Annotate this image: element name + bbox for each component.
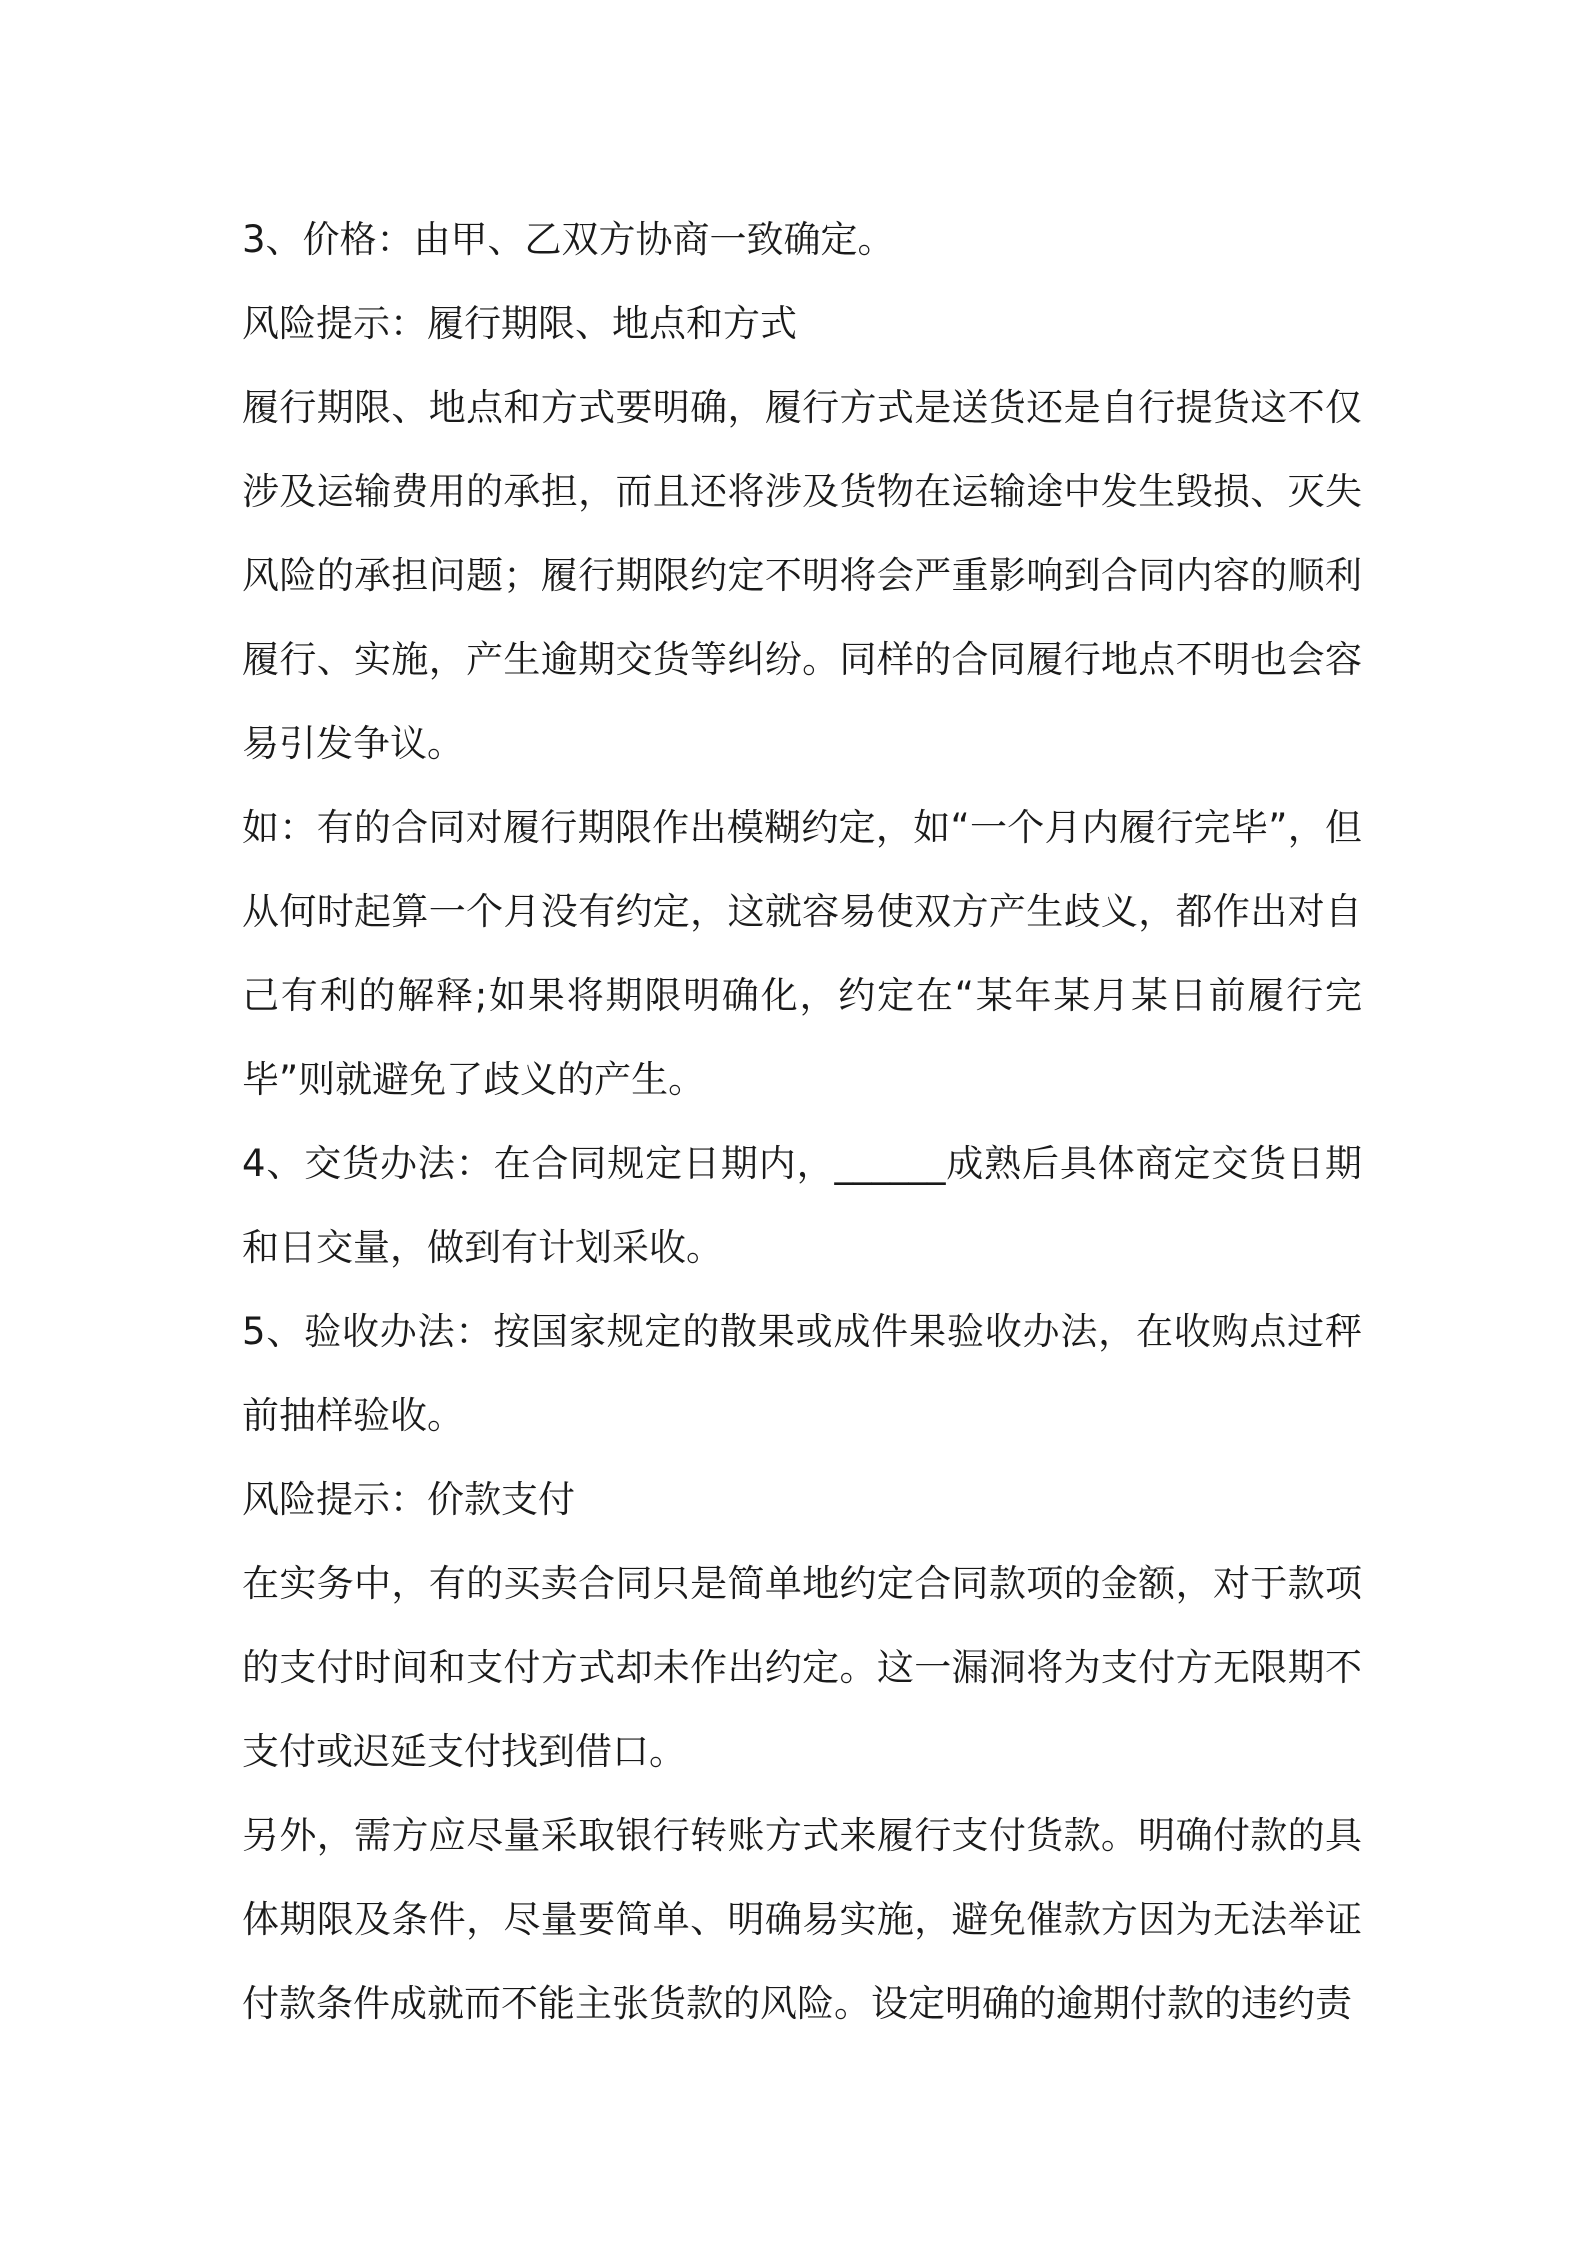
payment-explanation: 在实务中，有的买卖合同只是简单地约定合同款项的金额，对于款项的支付时间和支付方式却未作出约定。这一漏洞将为支付方无限期不支付或迟延支付找到借口。 (242, 1562, 1362, 1773)
performance-example: 如：有的合同对履行期限作出模糊约定，如“一个月内履行完毕”，但从何时起算一个月没有约定，这就容易使双方产生歧义，都作出对自己有利的解释;如果将期限明确化，约定在“某年某月某日前履行完毕”则就避免了歧义的产生。 (242, 806, 1362, 1101)
document-body (242, 198, 1362, 2046)
price-clause: 3、价格：由甲、乙双方协商一致确定。 (242, 218, 895, 261)
payment-advice: 另外，需方应尽量采取银行转账方式来履行支付货款。明确付款的具体期限及条件，尽量要简单、明确易实施，避免催款方因为无法举证付款条件成就而不能主张货款的风险。设定明确的逾期付款的违约责 (242, 1814, 1362, 2025)
delivery-clause: 4、交货办法：在合同规定日期内，______成熟后具体商定交货日期和日交量，做到有计划采收。 (242, 1142, 1362, 1269)
performance-explanation: 履行期限、地点和方式要明确，履行方式是送货还是自行提货这不仅涉及运输费用的承担，而且还将涉及货物在运输途中发生毁损、灭失风险的承担问题；履行期限约定不明将会严重影响到合同内容的顺利履行、实施，产生逾期交货等纠纷。同样的合同履行地点不明也会容易引发争议。 (242, 386, 1362, 765)
risk-heading-payment: 风险提示：价款支付 (242, 1478, 575, 1521)
risk-heading-performance: 风险提示：履行期限、地点和方式 (242, 302, 797, 345)
acceptance-clause: 5、验收办法：按国家规定的散果或成件果验收办法，在收购点过秤前抽样验收。 (242, 1310, 1362, 1437)
